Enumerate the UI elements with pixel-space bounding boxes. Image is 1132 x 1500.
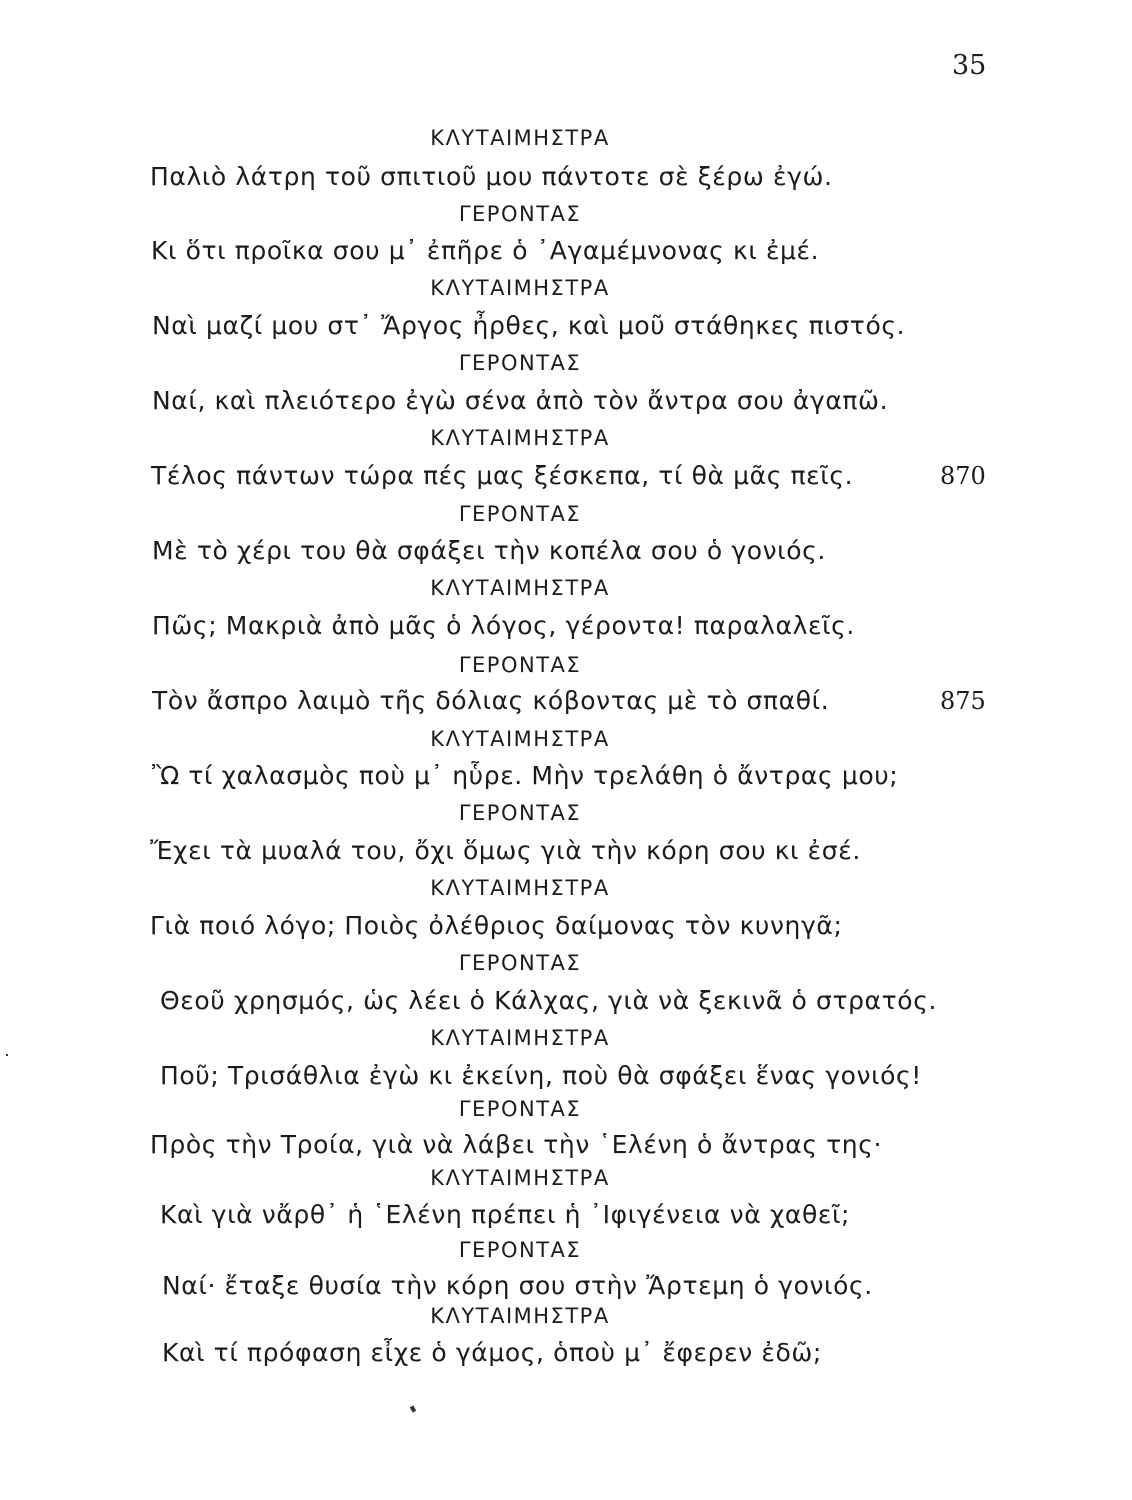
verse-line: Γιὰ ποιό λόγο; Ποιὸς ὀλέθριος δαίμονας τὸν κυνηγᾶ;	[150, 911, 843, 940]
verse-line: Παλιὸ λάτρη τοῦ σπιτιοῦ μου πάντοτε σὲ ξέρω ἐγώ.	[150, 162, 833, 191]
speaker-name: ΚΛΥΤΑΙΜΗΣΤΡΑ	[430, 876, 610, 900]
verse-line: Ὢ τί χαλασμὸς ποὺ μ᾿ ηὗρε. Μὴν τρελάθη ὁ ἄντρας μου;	[152, 761, 899, 790]
ink-speck	[6, 1054, 8, 1056]
speaker-name: ΚΛΥΤΑΙΜΗΣΤΡΑ	[430, 1026, 610, 1050]
speaker-name: ΚΛΥΤΑΙΜΗΣΤΡΑ	[430, 1304, 610, 1328]
speaker-name: ΚΛΥΤΑΙΜΗΣΤΡΑ	[430, 727, 610, 751]
speaker-name: ΓΕΡΟΝΤΑΣ	[458, 951, 582, 975]
speaker-name: ΓΕΡΟΝΤΑΣ	[458, 1238, 582, 1262]
verse-line: Τὸν ἄσπρο λαιμὸ τῆς δόλιας κόβοντας μὲ τὸ σπαθί.	[152, 686, 830, 715]
verse-line: Καὶ γιὰ νἄρθ᾿ ἡ ῾Ελένη πρέπει ἡ ᾿Ιφιγένεια νὰ χαθεῖ;	[160, 1200, 851, 1229]
verse-line: Κι ὅτι προῖκα σου μ᾿ ἐπῆρε ὁ ᾿Αγαμέμνονας κι ἐμέ.	[151, 236, 820, 265]
verse-line: Ναί· ἔταξε θυσία τὴν κόρη σου στὴν Ἄρτεμη ὁ γονιός.	[162, 1271, 873, 1300]
verse-line: Τέλος πάντων τώρα πές μας ξέσκεπα, τί θὰ μᾶς πεῖς.	[151, 461, 854, 490]
verse-line: Θεοῦ χρησμός, ὡς λέει ὁ Κάλχας, γιὰ νὰ ξεκινᾶ ὁ στρατός.	[160, 986, 938, 1015]
verse-line: Μὲ τὸ χέρι του θὰ σφάξει τὴν κοπέλα σου ὁ γονιός.	[152, 536, 826, 565]
speaker-name: ΚΛΥΤΑΙΜΗΣΤΡΑ	[430, 126, 610, 150]
speaker-name: ΓΕΡΟΝΤΑΣ	[458, 1097, 582, 1121]
ink-speck	[410, 1405, 416, 1412]
verse-line: Ἔχει τὰ μυαλά του, ὄχι ὅμως γιὰ τὴν κόρη σου κι ἐσέ.	[150, 836, 861, 865]
verse-line: Πῶς; Μακριὰ ἀπὸ μᾶς ὁ λόγος, γέροντα! παραλαλεῖς.	[152, 611, 855, 640]
speaker-name: ΓΕΡΟΝΤΑΣ	[458, 351, 582, 375]
line-number: 870	[940, 462, 986, 490]
speaker-name: ΓΕΡΟΝΤΑΣ	[458, 202, 582, 226]
speaker-name: ΚΛΥΤΑΙΜΗΣΤΡΑ	[430, 426, 610, 450]
verse-line: Ναί, καὶ πλειότερο ἐγὼ σένα ἀπὸ τὸν ἄντρα σου ἀγαπῶ.	[152, 386, 889, 415]
line-number: 875	[940, 687, 986, 715]
speaker-name: ΚΛΥΤΑΙΜΗΣΤΡΑ	[430, 576, 610, 600]
verse-line: Καὶ τί πρόφαση εἶχε ὁ γάμος, ὁπoὺ μ᾿ ἔφερεν ἐδῶ;	[162, 1338, 822, 1367]
speaker-name: ΓΕΡΟΝΤΑΣ	[458, 653, 582, 677]
speaker-name: ΚΛΥΤΑΙΜΗΣΤΡΑ	[430, 276, 610, 300]
speaker-name: ΓΕΡΟΝΤΑΣ	[458, 801, 582, 825]
verse-line: Ποῦ; Τρισάθλια ἐγὼ κι ἐκείνη, ποὺ θὰ σφάξει ἕνας γονιός!	[160, 1061, 922, 1090]
verse-line: Πρὸς τὴν Τροία, γιὰ νὰ λάβει τὴν ῾Ελένη ὁ ἄντρας της·	[150, 1130, 883, 1159]
page-number: 35	[952, 50, 987, 81]
speaker-name: ΚΛΥΤΑΙΜΗΣΤΡΑ	[430, 1166, 610, 1190]
verse-line: Ναὶ μαζί μου στ᾿ Ἄργος ἦρθες, καὶ μοῦ στάθηκες πιστός.	[152, 311, 906, 340]
speaker-name: ΓΕΡΟΝΤΑΣ	[458, 502, 582, 526]
